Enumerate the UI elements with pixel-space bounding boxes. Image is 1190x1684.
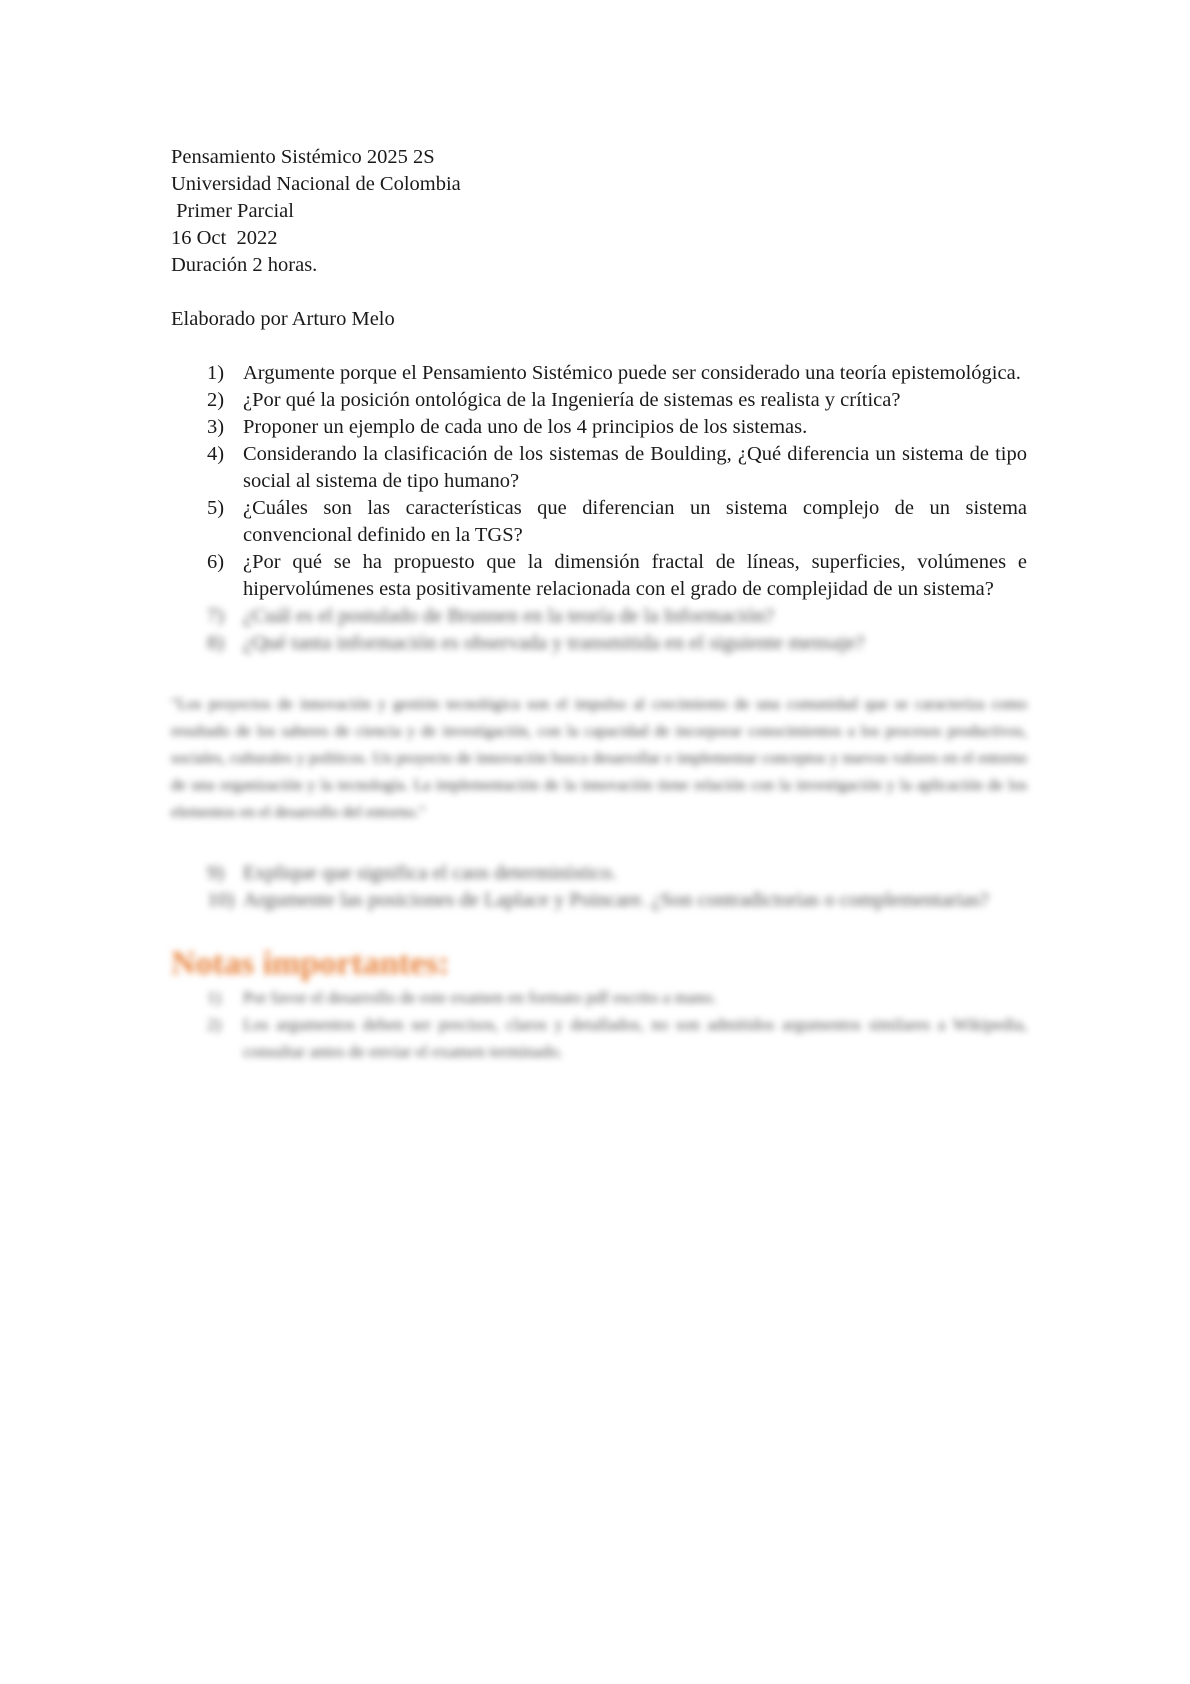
author-line: Elaborado por Arturo Melo	[171, 308, 395, 330]
question-number: 6)	[207, 551, 225, 573]
exam-page	[171, 144, 1027, 1065]
blurred-notes-list: 1) Por favor el desarrollo de este examen en formato pdf escrito a mano. 2) Los argumentos deben ser precisos, claros y detallados, no son admitidos argumentos similares a Wikipedia, consultar antes de enviar el examen terminado.	[207, 988, 1027, 1061]
question-item	[171, 414, 1027, 441]
question-text: ¿Por qué la posición ontológica de la Ingeniería de sistemas es realista y crítica?	[243, 389, 901, 411]
question-number: 2)	[207, 389, 225, 411]
blurred-question-item: 7) ¿Cuál es el postulado de Brunnen en la teoría de la Información?	[207, 605, 775, 627]
question-item	[171, 360, 1027, 387]
question-number: 3)	[207, 416, 225, 438]
blurred-notes-title: Notas importantes:	[171, 945, 450, 982]
question-text: Argumente porque el Pensamiento Sistémico puede ser considerado una teoría epistemológica.	[243, 362, 1021, 384]
blurred-question-list: 9) Explique que significa el caos determinístico. 10) Argumente las posiciones de Laplace y Poincare. ¿Son contradictorias o complementarias?	[207, 862, 989, 911]
blurred-question-item: 8) ¿Qué tanta información es observada y transmitida en el siguiente mensaje?	[207, 632, 865, 654]
question-item	[171, 495, 1027, 549]
question-text: Considerando la clasificación de los sistemas de Boulding, ¿Qué diferencia un sistema de tipo social al sistema de tipo humano?	[243, 443, 1027, 492]
question-item	[171, 441, 1027, 495]
question-item	[171, 549, 1027, 603]
question-text: ¿Por qué se ha propuesto que la dimensión fractal de líneas, superficies, volúmenes e hipervolúmenes esta positivamente relacionada con el grado de complejidad de un sistema?	[243, 551, 1027, 600]
question-item	[171, 387, 1027, 414]
question-text: Proponer un ejemplo de cada uno de los 4 principios de los sistemas.	[243, 416, 808, 438]
exam-duration: Duración 2 horas.	[171, 254, 318, 276]
exam-date: 16 Oct 2022	[171, 227, 278, 249]
university-name: Universidad Nacional de Colombia	[171, 173, 461, 195]
blurred-quote-paragraph: "Los proyectos de innovación y gestión tecnológica son el impulso al crecimiento de una comunidad que se caracteriza como resultado de los saberes de ciencia y de investigación, con la capacidad de incorporar conocimientos a los procesos productivos, sociales, culturales y políticos. Un proyecto de innovación busca desarrollar e implementar conceptos y nuevos valores en el entorno de una organización y la tecnología. La implementación de la innovación tiene relación con la investigación y la aplicación de los elementos en el desarrollo del entorno."	[171, 696, 1027, 821]
question-number: 1)	[207, 362, 225, 384]
question-list	[171, 360, 1027, 657]
exam-name: Primer Parcial	[171, 200, 294, 222]
question-text: ¿Cuáles son las características que diferencian un sistema complejo de un sistema convencional definido en la TGS?	[243, 497, 1027, 546]
course-title: Pensamiento Sistémico 2025 2S	[171, 146, 435, 168]
question-number: 5)	[207, 497, 225, 519]
question-number: 4)	[207, 443, 225, 465]
